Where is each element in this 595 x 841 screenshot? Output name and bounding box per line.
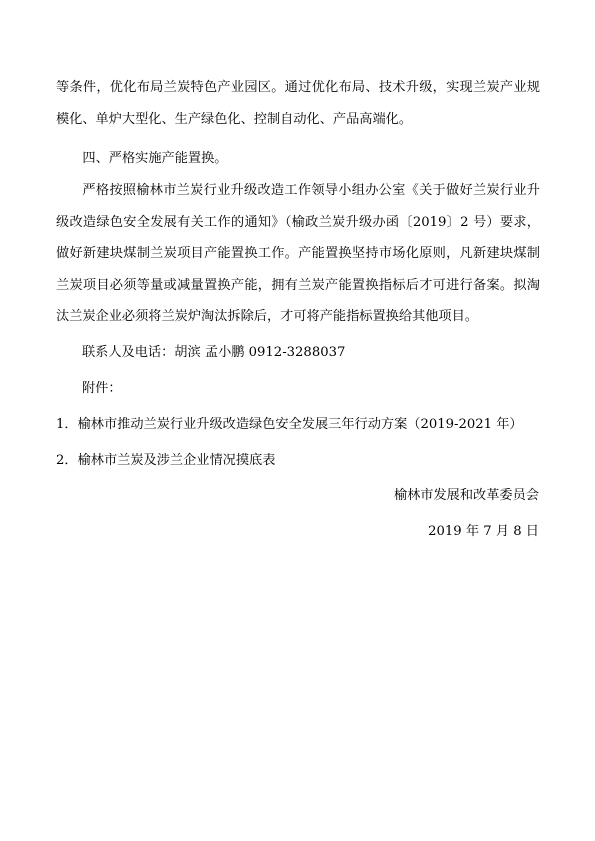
issuer-name: 榆林市发展和改革委员会	[393, 488, 539, 503]
paragraph-capacity-replacement: 严格按照榆林市兰炭行业升级改造工作领导小组办公室《关于做好兰炭行业升级改造绿色安全发展有关工作的通知》（榆政兰炭升级办函〔2019〕2 号）要求，做好新建块煤制兰炭项目产能置换工作。产能置换坚持市场化原则，凡新建块煤制兰炭项目必须等量或减量置换产能，拥有兰炭产能置换指标后才可进行备案。拟淘汰兰炭企业必须将兰炭炉淘汰拆除后，才可将产能指标置换给其他项目。	[56, 183, 540, 324]
attachments-label: 附件：	[82, 381, 122, 396]
issue-date: 2019 年 7 月 8 日	[428, 524, 539, 539]
section-heading: 四、严格实施产能置换。	[82, 151, 228, 166]
attachment-item: 1．榆林市推动兰炭行业升级改造绿色安全发展三年行动方案（2019-2021 年）	[56, 417, 523, 432]
contact-line: 联系人及电话：胡滨 孟小鹏 0912-3288037	[82, 345, 346, 360]
attachment-item: 2．榆林市兰炭及涉兰企业情况摸底表	[56, 453, 276, 468]
paragraph-continuation: 等条件，优化布局兰炭特色产业园区。通过优化布局、技术升级，实现兰炭产业规模化、单炉大型化、生产绿色化、控制自动化、产品高端化。	[56, 80, 540, 127]
